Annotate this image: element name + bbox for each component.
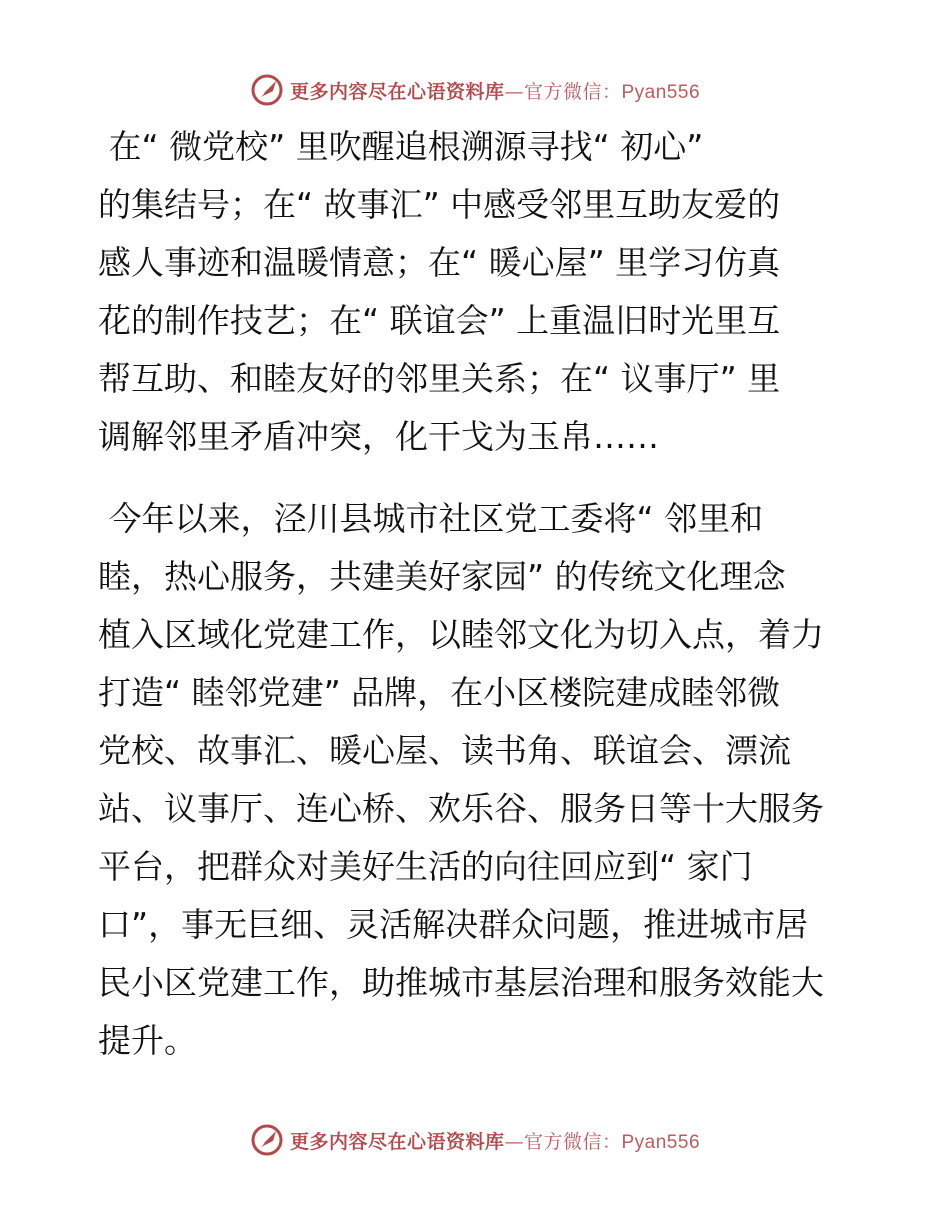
- header-watermark: [0, 70, 950, 110]
- text-line: 植入区域化党建工作，以睦邻文化为切入点，着力: [98, 615, 824, 654]
- paragraph-1: [98, 118, 858, 466]
- text-line: 站、议事厅、连心桥、欢乐谷、服务日等十大服务: [98, 789, 824, 828]
- text-line: 打造“ 睦邻党建” 品牌，在小区楼院建成睦邻微: [98, 673, 781, 712]
- text-line: 感人事迹和温暖情意；在“ 暖心屋” 里学习仿真: [98, 243, 781, 282]
- quill-logo-icon: [250, 73, 284, 107]
- text-line: 平台，把群众对美好生活的向往回应到“ 家门: [98, 847, 753, 886]
- text-line: 花的制作技艺；在“ 联谊会” 上重温旧时光里互: [98, 301, 781, 340]
- quill-logo-icon: [250, 1123, 284, 1157]
- footer-watermark: [0, 1120, 950, 1160]
- document-body: [98, 118, 858, 1070]
- text-line: 睦，热心服务，共建美好家园” 的传统文化理念: [98, 557, 786, 596]
- text-line: 口”，事无巨细、灵活解决群众问题，推进城市居: [98, 905, 809, 944]
- text-line: 帮互助、和睦友好的邻里关系；在“ 议事厅” 里: [98, 359, 781, 398]
- paragraph-2: [98, 490, 858, 1070]
- text-line: 民小区党建工作，助推城市基层治理和服务效能大: [98, 963, 824, 1002]
- text-line: 党校、故事汇、暖心屋、读书角、联谊会、漂流: [98, 731, 791, 770]
- text-line: 在“ 微党校” 里吹醒追根溯源寻找“ 初心”: [98, 127, 704, 166]
- watermark-text: 更多内容尽在心语资料库—官方微信：Pyan556: [289, 1130, 701, 1153]
- text-line: 调解邻里矛盾冲突，化干戈为玉帛……: [98, 417, 659, 456]
- text-line: 今年以来，泾川县城市社区党工委将“ 邻里和: [98, 499, 764, 538]
- text-line: 的集结号；在“ 故事汇” 中感受邻里互助友爱的: [98, 185, 781, 224]
- watermark-text: 更多内容尽在心语资料库—官方微信：Pyan556: [289, 80, 701, 103]
- text-line: 提升。: [98, 1021, 197, 1060]
